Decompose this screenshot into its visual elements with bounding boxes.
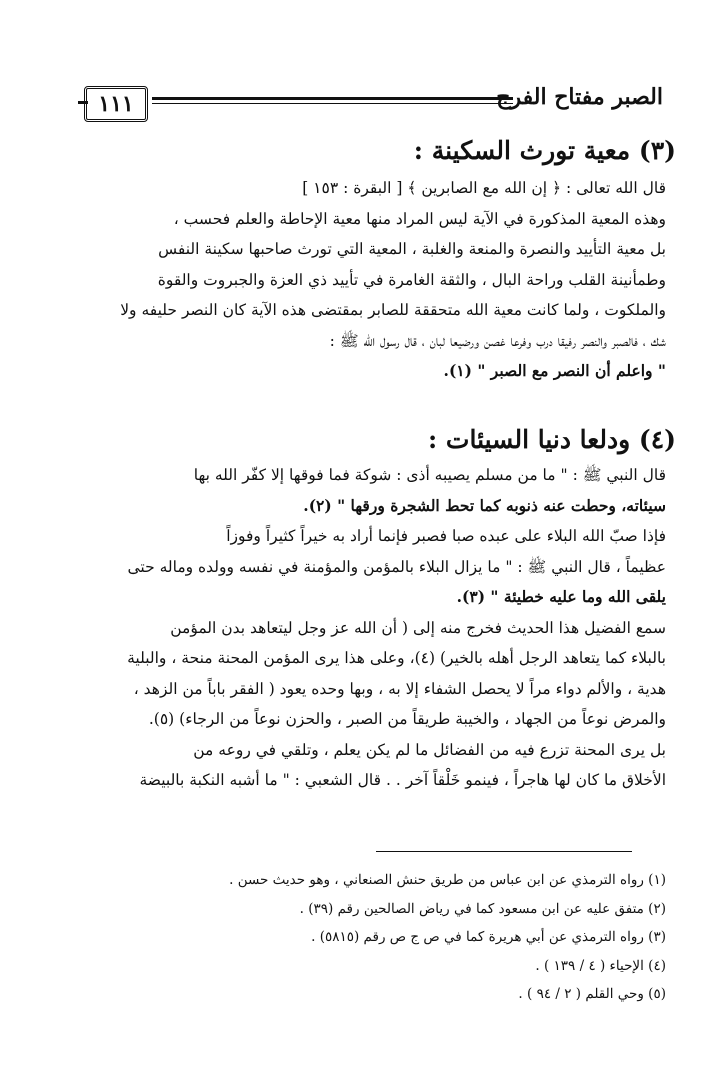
text-line: والملكوت ، ولما كانت معية الله متحققة للصابر بمقتضى هذه الآية كان النصر حليفه ولا (120, 301, 666, 319)
text-line: وطمأنينة القلب وراحة البال ، والثقة الغامرة في تأييد ذي العزة والجبروت والقوة (157, 270, 666, 289)
section-4-title: (٤) ودلعا دنيا السيئات : (427, 425, 676, 454)
text-line: بل يرى المحنة تزرع فيه من الفضائل ما لم يكن يعلم ، وتلقي في روعه من (193, 740, 666, 759)
text-line: الأخلاق ما كان لها هاجراً ، فينمو خَلْقاً آخر . . قال الشعبي : " ما أشبه النكبة بالبيضة (139, 771, 666, 789)
section-3-body (48, 173, 666, 387)
text-line: سمع الفضيل هذا الحديث فخرج منه إلى ( أن الله عز وجل ليتعاهد بدن المؤمن (170, 618, 666, 637)
footnote: (١) رواه الترمذي عن ابن عباس من طريق حنش الصنعاني ، وهو حديث حسن . (229, 872, 666, 888)
footnote-rule (376, 851, 632, 852)
footnote: (٣) رواه الترمذي عن أبي هريرة كما في ص ج ص رقم (٥٨١٥) . (311, 929, 666, 945)
footnote: (٢) متفق عليه عن ابن مسعود كما في رياض الصالحين رقم (٣٩) . (299, 900, 666, 917)
text-line: يلقى الله وما عليه خطيئة " (٣). (456, 587, 666, 606)
text-line: عظيماً ، قال النبي ﷺ : " ما يزال البلاء بالمؤمن والمؤمنة في نفسه وولده وماله حتى (127, 557, 666, 576)
section-3-title: (٣) معية تورث السكينة : (413, 136, 676, 165)
text-line: شك ، فالصبر والنصر رفيقا درب وفرعا غصن ورضيعا لبان ، قال رسول الله ﷺ : (329, 331, 666, 350)
text-line: والمرض نوعاً من الجهاد ، والخيبة طريقاً من الصبر ، والحزن نوعاً من الرجاء) (٥). (148, 710, 666, 728)
text-line: سيئاته، وحطت عنه ذنوبه كما تحط الشجرة ورقها " (٢). (303, 495, 666, 515)
header-rule (152, 97, 513, 104)
page-number: ١١١ (84, 86, 148, 122)
text-line: قال النبي ﷺ : " ما من مسلم يصيبه أذى : شوكة فما فوقها إلا كفّر الله بها (193, 466, 666, 484)
text-line: وهذه المعية المذكورة في الآية ليس المراد منها معية الإحاطة والعلم فحسب ، (173, 209, 666, 228)
text-line: فإذا صبّ الله البلاء على عبده صبا فصبر فإنما أراد به خيراً كثيراً وفوزاً (226, 527, 666, 545)
footnote: (٤) الإحياء ( ٤ / ١٣٩ ) . (535, 957, 666, 974)
footnote: (٥) وحي القلم ( ٢ / ٩٤ ) . (518, 986, 666, 1002)
text-line: بالبلاء كما يتعاهد الرجل أهله بالخير) (٤)، وعلى هذا يرى المؤمن المحنة منحة ، والبلية (127, 649, 666, 667)
text-line: هدية ، والألم دواء مراً لا يحصل الشفاء إلا به ، وبها وحده يعود ( الفقر باباً من الزهد ، (133, 679, 666, 698)
footnotes (48, 866, 666, 1009)
book-title: الصبر مفتاح الفرج (496, 84, 663, 110)
section-4-body (48, 460, 666, 796)
text-line: قال الله تعالى : ﴿ إن الله مع الصابرين ﴾ [ البقرة : ١٥٣ ] (302, 179, 666, 197)
page-header (78, 82, 663, 122)
text-line: " واعلم أن النصر مع الصبر " (١). (443, 361, 666, 380)
text-line: بل معية التأييد والنصرة والمنعة والغلبة ، المعية التي تورث صاحبها سكينة النفس (158, 240, 666, 258)
